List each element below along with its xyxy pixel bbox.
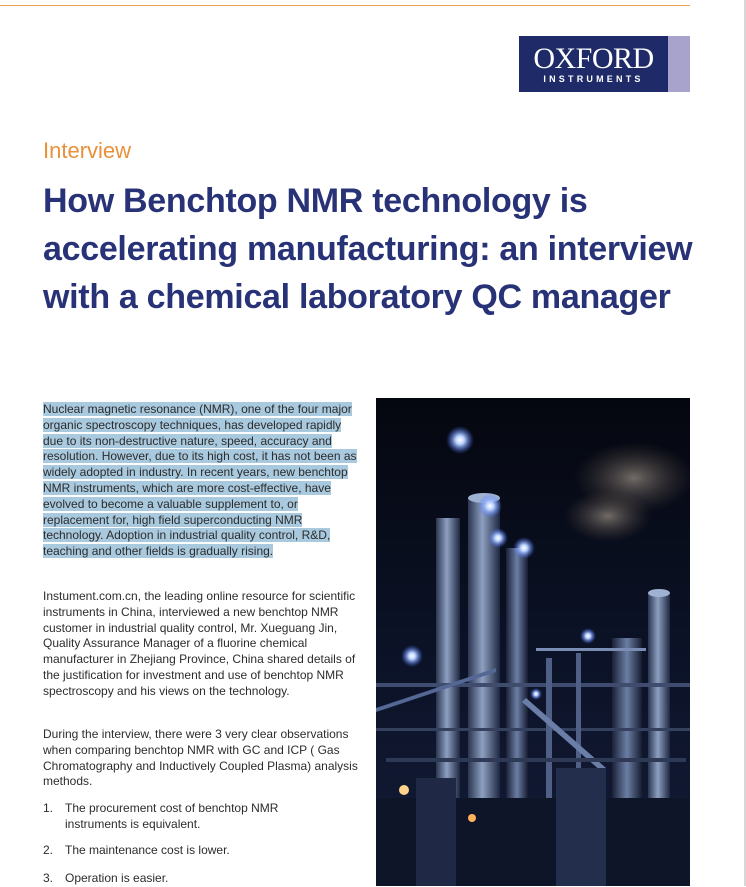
list-number: 2.: [43, 843, 54, 857]
logo-box: [519, 36, 668, 92]
list-item-text: The procurement cost of benchtop NMR instruments is equivalent.: [65, 801, 279, 831]
logo-subline: INSTRUMENTS: [543, 73, 644, 84]
list-item-text: Operation is easier.: [65, 871, 169, 885]
oxford-instruments-logo: [519, 36, 690, 92]
article-headline: How Benchtop NMR technology is accelerating manufacturing: an interview with a chemical laboratory QC manager: [43, 182, 693, 316]
logo-tab: [668, 36, 690, 92]
intro-paragraph: [43, 402, 361, 560]
list-number: 1.: [43, 801, 54, 815]
observations-list: [43, 801, 343, 887]
list-number: 3.: [43, 871, 54, 885]
section-kicker: Interview: [43, 138, 132, 163]
selected-text-highlight[interactable]: Nuclear magnetic resonance (NMR), one of the four major organic spectroscopy techniques, has developed rapidly due to its non-destructive nature, speed, accuracy and resolution. However, due to its high cost, it has not been as widely adopted in industry. In recent years, new benchtop NMR instruments, which are more cost-effective, have evolved to become a valuable supplement to, or replacement for, high field superconducting NMR technology. Adoption in industrial quality control, R&D, teaching and other fields is gradually rising.: [43, 402, 357, 559]
list-item: [43, 801, 343, 843]
list-item: [43, 871, 343, 887]
night-refinery-illustration: [376, 398, 690, 886]
body-paragraph: Instument.com.cn, the leading online resource for scientific instruments in China, interviewed a new benchtop NMR customer in industrial quality control, Mr. Xueguang Jin, Quality Assurance Manager of a fluorine chemical manufacturer in Zhejiang Province, China shared details of the justification for investment and use of benchtop NMR spectroscopy and his views on the technology.: [43, 589, 356, 698]
top-rule: [0, 5, 690, 6]
logo-word: OXFORD: [533, 41, 654, 75]
list-item: [43, 843, 343, 871]
chemical-plant-photo: [376, 398, 690, 886]
body-paragraph: During the interview, there were 3 very clear observations when comparing benchtop NMR with GC and ICP ( Gas Chromatography and Inductively Coupled Plasma) analysis methods.: [43, 727, 358, 789]
list-item-text: The maintenance cost is lower.: [65, 843, 230, 857]
